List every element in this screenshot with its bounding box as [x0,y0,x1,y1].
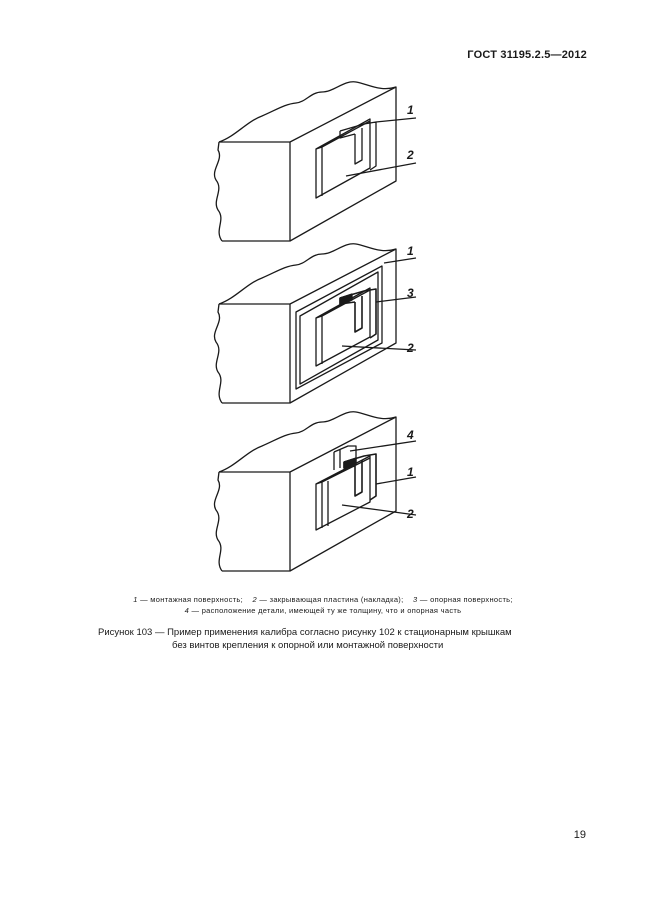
legend-item-2: 2 — закрывающая пластина (накладка); [252,595,404,604]
page-number: 19 [573,829,586,841]
label-top-1: 1 [407,103,414,117]
legend-item-3: 3 — опорная поверхность; [413,595,513,604]
caption-line-1: Рисунок 103 — Пример применения калибра согласно рисунку 102 к стационарным крышкам [98,627,512,638]
legend-item-1: 1 — монтажная поверхность; [133,595,243,604]
label-middle-1: 1 [407,244,414,258]
block-break-left [214,472,222,571]
figure-caption [98,627,558,652]
block-break-left [214,142,222,241]
label-bottom-1: 1 [407,465,414,479]
legend-item-4: 4 — расположение детали, имеющей ту же толщину, что и опорная часть [184,606,462,615]
support-surface [296,266,382,389]
label-bottom-2: 2 [407,507,414,521]
panel-middle-drawing [214,244,416,403]
label-middle-3: 3 [407,286,414,300]
caption-line-2: без винтов крепления к опорной или монтажной поверхности [172,639,444,651]
panel-top-drawing [214,82,416,241]
label-middle-2: 2 [407,341,414,355]
label-bottom-4: 4 [407,428,414,442]
panel-bottom-drawing [214,412,416,571]
block-break-left [214,304,222,403]
figure-legend [90,594,556,616]
document-header: ГОСТ 31195.2.5—2012 [467,49,587,61]
label-top-2: 2 [407,148,414,162]
